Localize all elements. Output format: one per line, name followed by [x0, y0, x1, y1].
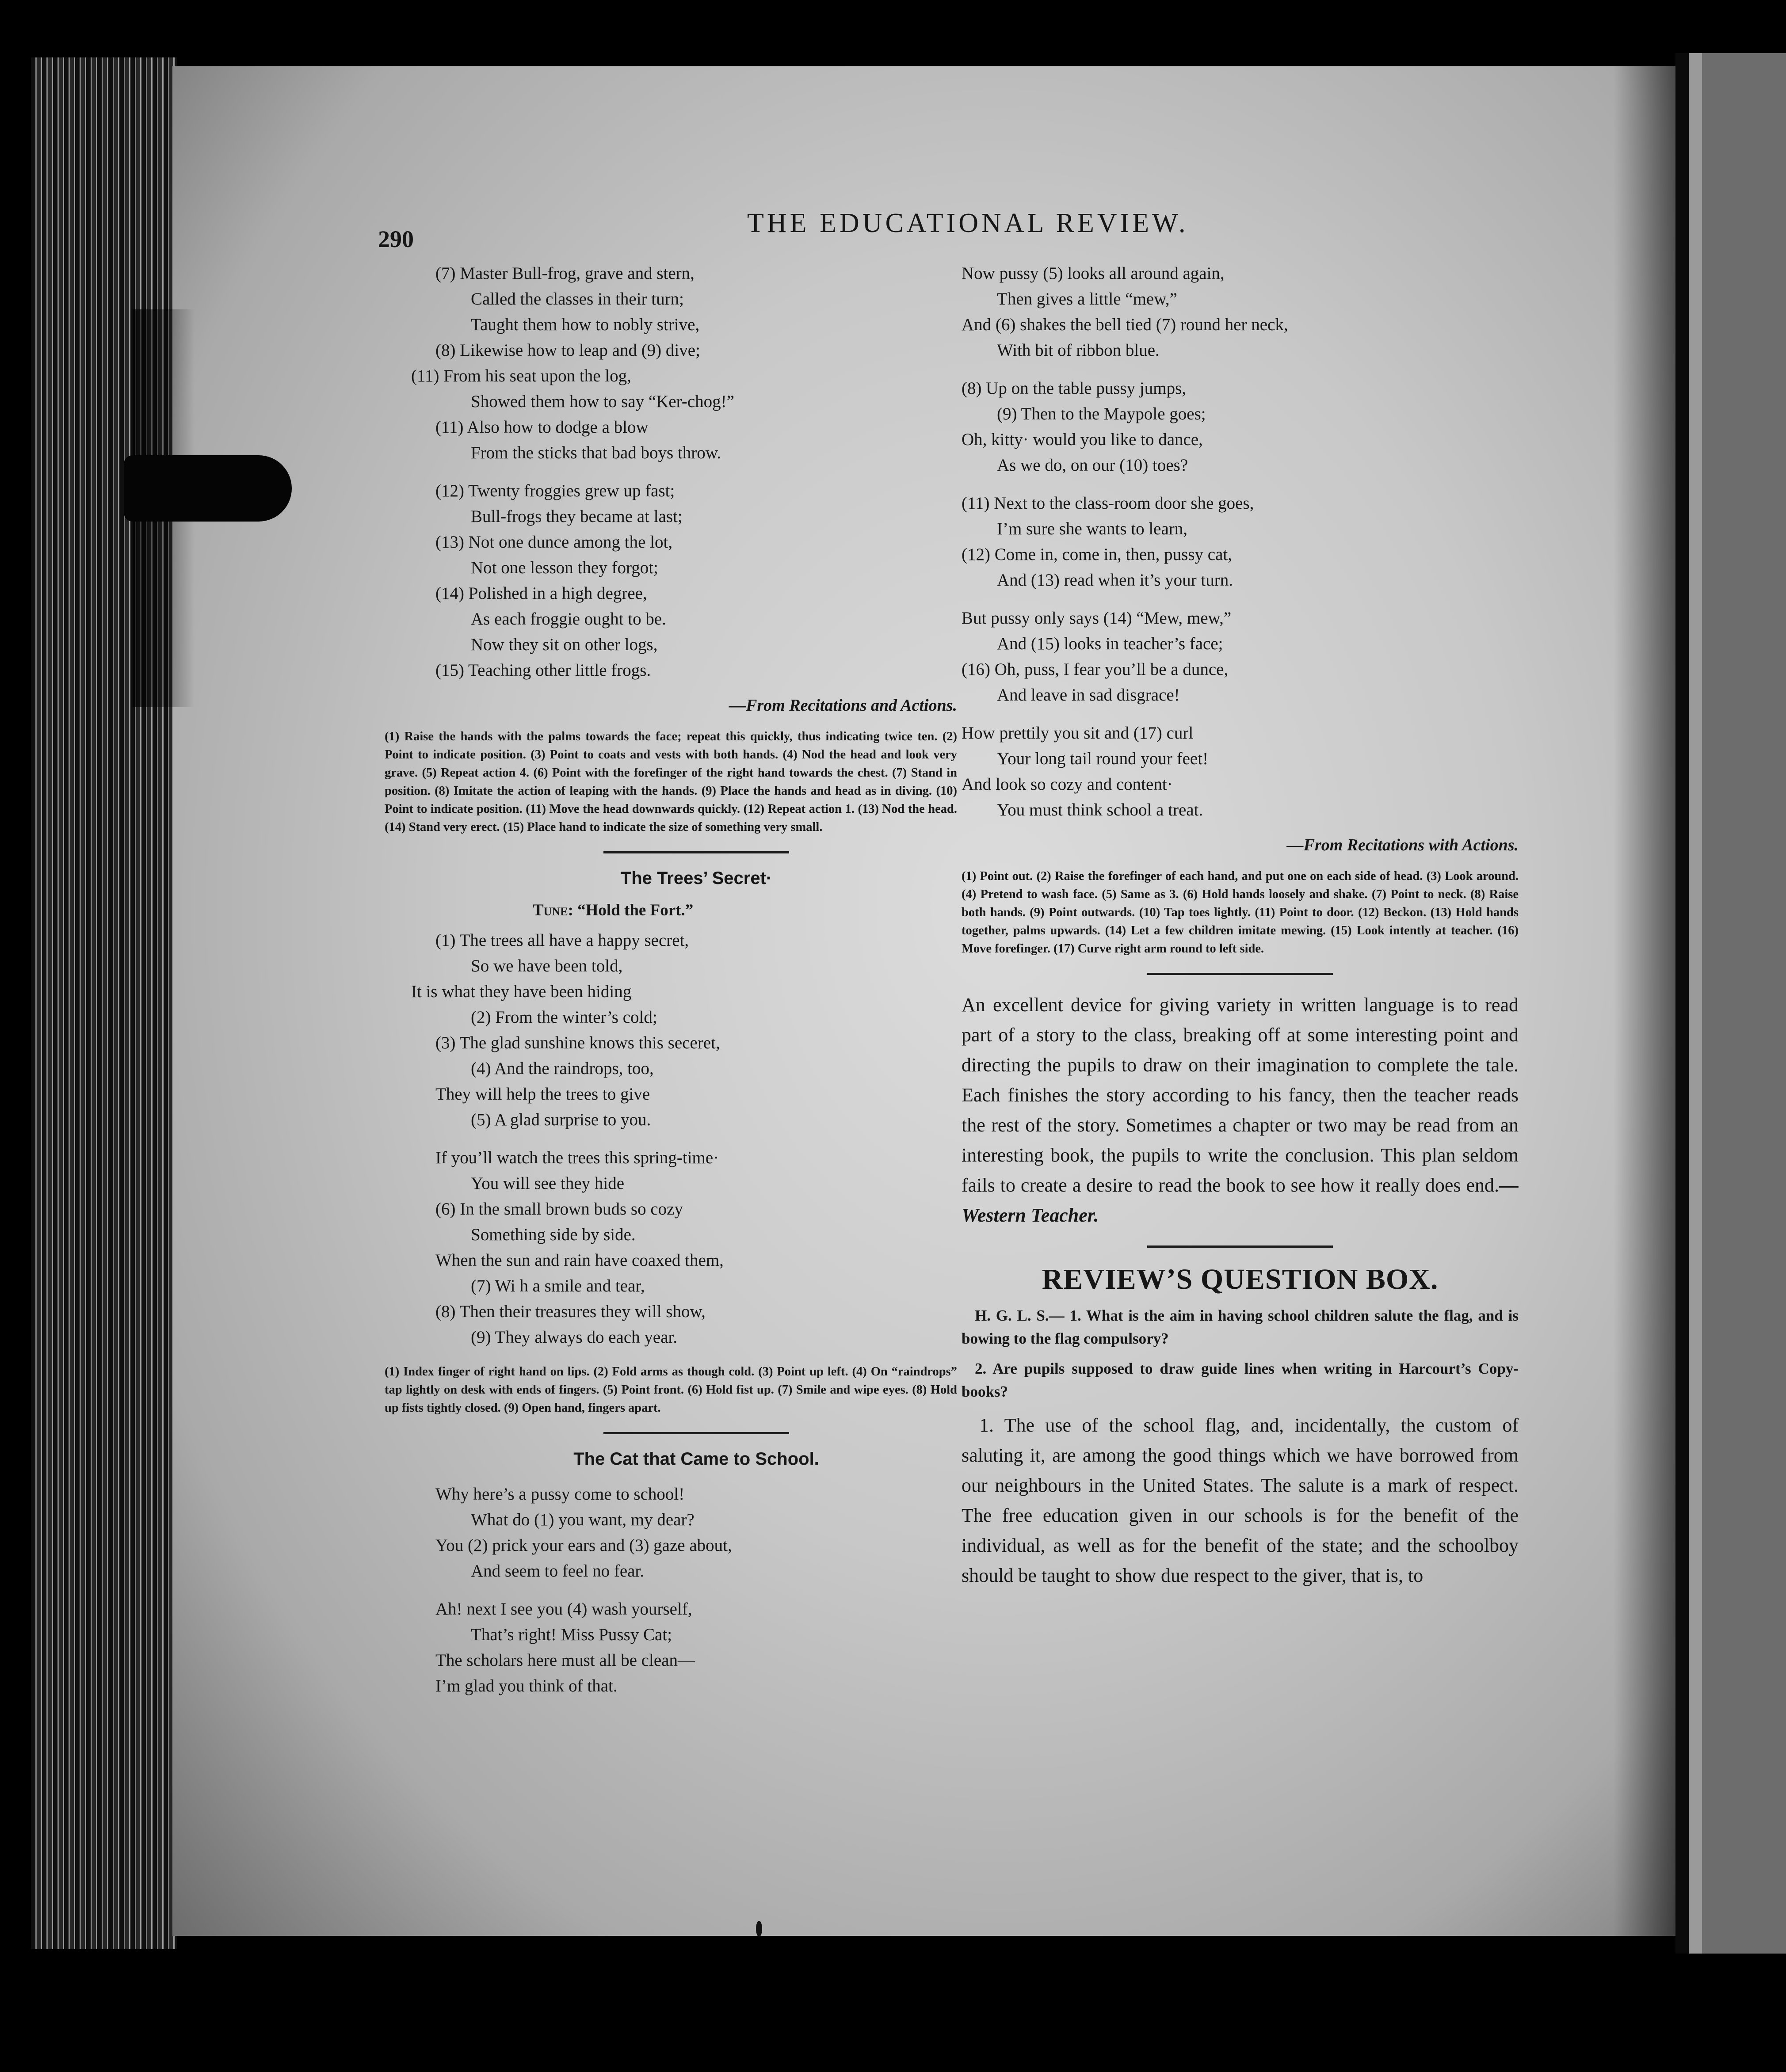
section-divider [1147, 1245, 1333, 1248]
stanza [411, 261, 957, 466]
trees-poem-title: The Trees’ Secret· [620, 868, 772, 888]
verse-line: And (13) read when it’s your turn. [997, 571, 1233, 590]
stanza [962, 606, 1519, 708]
verse-line: (12) Come in, come in, then, pussy cat, [962, 545, 1232, 564]
verse-line: As each froggie ought to be. [471, 609, 666, 628]
stanza [435, 1145, 957, 1350]
section-divider [603, 851, 789, 853]
cat-poem-continued-stanzas [962, 261, 1519, 823]
question-2: 2. Are pupils supposed to draw guide lines when writing in Harcourt’s Copy-books? [962, 1360, 1519, 1400]
left-column [385, 261, 957, 1711]
ink-mark [756, 1921, 762, 1937]
stanza [435, 478, 957, 683]
verse-line: But pussy only says (14) “Mew, mew,” [962, 609, 1232, 628]
verse-line: Something side by side. [471, 1225, 636, 1244]
verse-line: The scholars here must all be clean— [435, 1651, 695, 1670]
verse-line: Your long tail round your feet! [997, 749, 1209, 768]
verse-line: (4) And the raindrops, too, [471, 1059, 654, 1078]
verse-line: (2) From the winter’s cold; [471, 1008, 657, 1027]
cat-poem-title: The Cat that Came to School. [573, 1449, 819, 1469]
tune-name: : “Hold the Fort.” [568, 901, 694, 919]
frogs-poem-stanzas [411, 261, 957, 683]
cat-poem-continued [962, 261, 1519, 958]
verse-line: Called the classes in their turn; [471, 289, 684, 309]
verse-line: And (6) shakes the bell tied (7) round her neck, [962, 315, 1288, 334]
device-paragraph-source: —Western Teacher. [962, 1174, 1519, 1226]
verse-line: (11) Also how to dodge a blow [435, 418, 649, 437]
verse-line: How prettily you sit and (17) curl [962, 724, 1194, 743]
verse-line: (8) Up on the table pussy jumps, [962, 379, 1187, 398]
verse-line: Not one lesson they forgot; [471, 558, 658, 577]
verse-line: What do (1) you want, my dear? [471, 1510, 695, 1529]
verse-line: They will help the trees to give [435, 1085, 650, 1104]
question-box-title: REVIEW’S QUESTION BOX. [1042, 1263, 1439, 1295]
verse-line: (9) They always do each year. [471, 1328, 678, 1347]
stanza [962, 491, 1519, 593]
stanza [962, 720, 1519, 823]
verse-line: Bull-frogs they became at last; [471, 507, 683, 526]
verse-line: That’s right! Miss Pussy Cat; [471, 1625, 672, 1644]
verse-line: Now pussy (5) looks all around again, [962, 264, 1225, 283]
verse-line: Showed them how to say “Ker-chog!” [471, 392, 734, 411]
trees-poem [385, 868, 957, 1417]
device-paragraph-text: An excellent device for giving variety in written language is to read part of a story to the class, breaking off at some interesting point and directing the pupils to draw on their imagination to complete the tale. Each finishes the story according to his fancy, then the teacher reads the rest of the story. Sometimes a chapter or two may be read from an interesting book, the pupils to write the conclusion. This plan seldom fails to create a desire to read the book to see how it really does end. [962, 994, 1519, 1196]
verse-line: (12) Twenty froggies grew up fast; [435, 481, 675, 500]
cat-poem-attribution: —From Recitations with Actions. [1286, 836, 1519, 854]
verse-line: (6) In the small brown buds so cozy [435, 1200, 683, 1219]
verse-line: (8) Then their treasures they will show, [435, 1302, 706, 1321]
frogs-poem-attribution: —From Recitations and Actions. [729, 696, 957, 715]
trees-poem-stanzas [411, 928, 957, 1350]
verse-line: Ah! next I see you (4) wash yourself, [435, 1600, 692, 1619]
verse-line: (14) Polished in a high degree, [435, 584, 647, 603]
verse-line: And leave in sad disgrace! [997, 686, 1180, 705]
verse-line: Taught them how to nobly strive, [471, 315, 700, 334]
verse-line: With bit of ribbon blue. [997, 341, 1160, 360]
cat-poem-stanzas [435, 1482, 957, 1699]
trees-poem-action-notes: (1) Index finger of right hand on lips. (2) Fold arms as though cold. (3) Point up left. (4) On “raindrops” tap lightly on desk with ends of fingers. (5) Point front. (6) Hold fist up. (7) Smile and wipe eyes. (8) Hold up fists tightly closed. (9) Open hand, fingers apart. [385, 1365, 957, 1415]
verse-line: I’m sure she wants to learn, [997, 519, 1188, 538]
verse-line: (15) Teaching other little frogs. [435, 661, 651, 680]
verse-line: (1) The trees all have a happy secret, [435, 931, 689, 950]
verse-line: You (2) prick your ears and (3) gaze about, [435, 1536, 732, 1555]
verse-line: And seem to feel no fear. [471, 1562, 645, 1581]
verse-line: You will see they hide [471, 1174, 625, 1193]
frogs-poem-action-notes: (1) Raise the hands with the palms towards the face; repeat this quickly, thus indicating twice ten. (2) Point to indicate position. (3) Point to coats and vests with both hands. (4) Nod the head and look very grave. (5) Repeat action 4. (6) Point with the forefinger of the right hand towards the chest. (7) Stand in position. (8) Imitate the action of leaping with the hands. (9) Place the hands and head as in diving. (10) Point to indicate position. (11) Move the head downwards quickly. (12) Repeat action 1. (13) Nod the head. (14) Stand very erect. (15) Place hand to indicate the size of something very small. [385, 730, 957, 834]
cat-poem-action-notes: (1) Point out. (2) Raise the forefinger of each hand, and put one on each side of head. (3) Look around. (4) Pretend to wash face. (5) Same as 3. (6) Hold hands loosely and shake. (7) Point to neck. (8) Raise both hands. (9) Point outwards. (10) Tap toes lightly. (11) Point to door. (12) Beckon. (13) Hold hands together, palms upwards. (14) Let a few children imitate mewing. (15) Look intently at teacher. (16) Move forefinger. (17) Curve right arm round to left side. [962, 869, 1519, 956]
device-paragraph [962, 990, 1519, 1230]
stanza [435, 1482, 957, 1584]
stanza [435, 1596, 957, 1699]
tune-label: Tune [533, 901, 568, 919]
verse-line: (9) Then to the Maypole goes; [997, 404, 1206, 423]
verse-line: (7) Master Bull-frog, grave and stern, [435, 264, 695, 283]
right-column [962, 261, 1519, 1591]
verse-line: Then gives a little “mew,” [997, 289, 1177, 309]
verse-line: (11) Next to the class-room door she goes, [962, 494, 1254, 513]
stanza [962, 376, 1519, 478]
verse-line: From the sticks that bad boys throw. [471, 443, 721, 462]
verse-line: And look so cozy and content· [962, 775, 1173, 794]
verse-line: And (15) looks in teacher’s face; [997, 634, 1223, 653]
running-head: THE EDUCATIONAL REVIEW. [747, 208, 1189, 238]
frogs-poem [385, 261, 957, 836]
verse-line: (13) Not one dunce among the lot, [435, 533, 673, 552]
stanza [411, 928, 957, 1133]
trees-poem-tune [533, 901, 957, 920]
verse-line: So we have been told, [471, 956, 623, 975]
answer-1: 1. The use of the school flag, and, incidentally, the custom of saluting it, are among the good things which we have borrowed from our neighbours in the United States. The salute is a mark of respect. The free education given in our schools is for the benefit of the individual, as well as for the benefit of the state; and the schoolboy should be taught to show due respect to the giver, that is, to [962, 1414, 1519, 1586]
section-divider [603, 1432, 789, 1434]
question-box [962, 1263, 1519, 1591]
verse-line: As we do, on our (10) toes? [997, 456, 1188, 475]
stanza [962, 261, 1519, 363]
verse-line: Now they sit on other logs, [471, 635, 658, 654]
verse-line: When the sun and rain have coaxed them, [435, 1251, 724, 1270]
verse-line: You must think school a treat. [997, 800, 1203, 819]
verse-line: (11) From his seat upon the log, [411, 366, 631, 385]
verse-line: (5) A glad surprise to you. [471, 1110, 651, 1129]
verse-line: If you’ll watch the trees this spring-time· [435, 1148, 719, 1167]
verse-line: (3) The glad sunshine knows this seceret, [435, 1033, 720, 1052]
page-clip [124, 455, 292, 522]
verse-line: (7) Wi h a smile and tear, [471, 1276, 645, 1295]
verse-line: Oh, kitty· would you like to dance, [962, 430, 1203, 449]
facing-page-edge [1675, 53, 1786, 1954]
page-number: 290 [378, 226, 414, 252]
question-1: H. G. L. S.— 1. What is the aim in having school children salute the flag, and is bowing to the flag compulsory? [962, 1307, 1519, 1347]
section-divider [1147, 973, 1333, 975]
verse-line: It is what they have been hiding [411, 982, 632, 1001]
verse-line: I’m glad you think of that. [435, 1676, 618, 1695]
verse-line: (16) Oh, puss, I fear you’ll be a dunce, [962, 660, 1229, 679]
cat-poem [435, 1449, 957, 1699]
verse-line: Why here’s a pussy come to school! [435, 1485, 685, 1504]
verse-line: (8) Likewise how to leap and (9) dive; [435, 341, 700, 360]
